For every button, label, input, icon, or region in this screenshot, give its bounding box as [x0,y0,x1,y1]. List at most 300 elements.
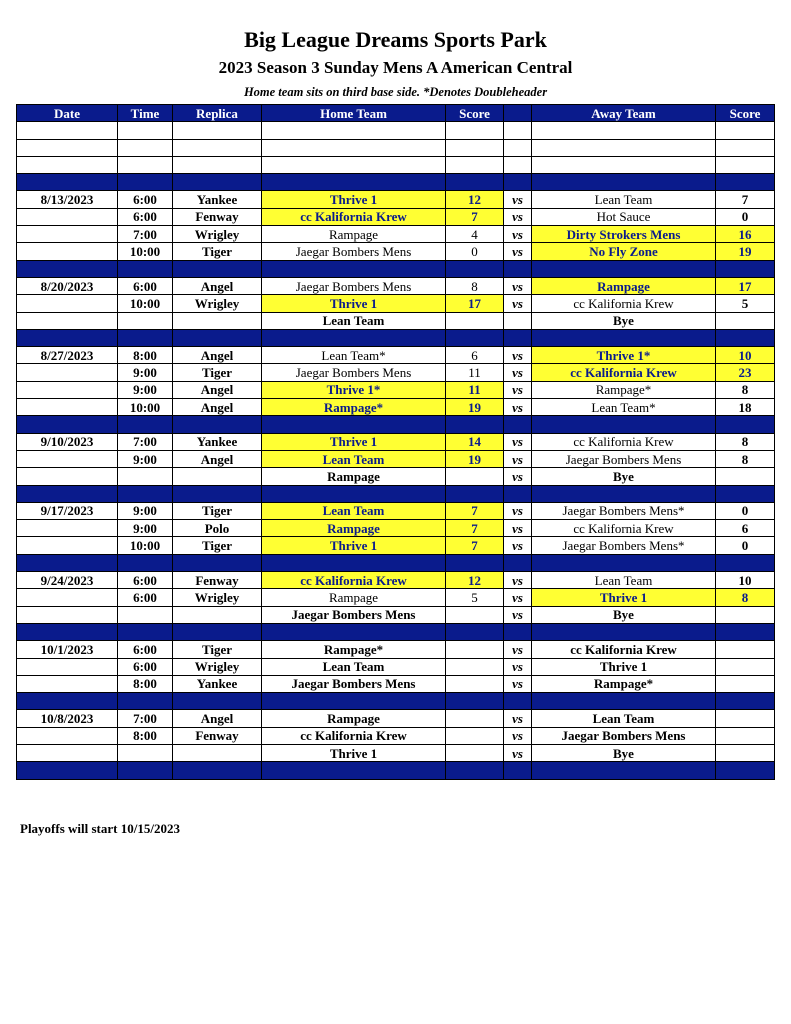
game-row [17,450,775,467]
game-row [17,295,775,312]
away-score-cell: 8 [716,381,775,398]
away-score-cell: 10 [716,347,775,364]
blank-cell [716,156,775,173]
date-cell [17,450,118,467]
away-score-cell: 0 [716,537,775,554]
away-score-cell [716,312,775,329]
time-cell: 6:00 [118,191,173,208]
home-team-cell: Jaegar Bombers Mens [262,606,446,623]
home-team-cell: Thrive 1 [262,433,446,450]
col-header-date: Date [17,105,118,122]
away-score-cell: 7 [716,191,775,208]
home-score-cell: 4 [446,226,504,243]
time-cell: 9:00 [118,364,173,381]
game-row [17,675,775,692]
time-cell: 10:00 [118,399,173,416]
vs-cell: vs [504,727,532,744]
game-row [17,208,775,225]
home-team-cell: Lean Team [262,502,446,519]
away-score-cell: 6 [716,520,775,537]
time-cell [118,312,173,329]
col-header-away-score: Score [716,105,775,122]
home-team-cell: Lean Team [262,658,446,675]
game-row [17,606,775,623]
separator-cell [532,329,716,346]
away-score-cell [716,468,775,485]
time-cell [118,744,173,761]
home-team-cell: cc Kalifornia Krew [262,727,446,744]
blank-cell [262,156,446,173]
date-cell: 8/27/2023 [17,347,118,364]
replica-cell: Angel [173,381,262,398]
vs-cell: vs [504,399,532,416]
game-row [17,433,775,450]
separator-cell [118,329,173,346]
date-cell [17,537,118,554]
time-cell: 10:00 [118,295,173,312]
replica-cell: Fenway [173,727,262,744]
home-team-cell: Jaegar Bombers Mens [262,675,446,692]
date-cell [17,364,118,381]
blank-cell [118,122,173,139]
date-cell [17,675,118,692]
schedule-body [17,122,775,779]
replica-cell: Angel [173,347,262,364]
away-score-cell [716,675,775,692]
home-score-cell [446,468,504,485]
separator-cell [17,762,118,779]
separator-cell [504,260,532,277]
date-cell [17,295,118,312]
home-team-cell: Jaegar Bombers Mens [262,364,446,381]
away-score-cell: 19 [716,243,775,260]
separator-cell [504,623,532,640]
away-score-cell [716,658,775,675]
date-cell [17,243,118,260]
vs-cell: vs [504,606,532,623]
vs-cell: vs [504,450,532,467]
game-row [17,710,775,727]
date-cell: 8/20/2023 [17,277,118,294]
blank-cell [532,156,716,173]
blank-cell [262,122,446,139]
game-row [17,744,775,761]
separator-cell [262,485,446,502]
away-team-cell: Thrive 1 [532,589,716,606]
away-team-cell: Bye [532,468,716,485]
separator-cell [17,329,118,346]
home-team-cell: Rampage* [262,399,446,416]
time-cell: 9:00 [118,381,173,398]
away-score-cell [716,727,775,744]
replica-cell [173,744,262,761]
blank-cell [118,156,173,173]
game-row [17,399,775,416]
week-separator-row [17,329,775,346]
home-score-cell: 7 [446,502,504,519]
separator-cell [118,174,173,191]
blank-cell [504,156,532,173]
separator-cell [446,329,504,346]
away-team-cell: cc Kalifornia Krew [532,433,716,450]
separator-cell [262,554,446,571]
away-score-cell: 23 [716,364,775,381]
separator-cell [446,762,504,779]
replica-cell: Angel [173,710,262,727]
date-cell: 8/13/2023 [17,191,118,208]
separator-cell [173,693,262,710]
blank-cell [532,122,716,139]
separator-cell [17,693,118,710]
home-team-cell: Lean Team [262,450,446,467]
replica-cell: Tiger [173,537,262,554]
vs-cell: vs [504,641,532,658]
replica-cell: Wrigley [173,658,262,675]
col-header-home-team: Home Team [262,105,446,122]
away-score-cell: 16 [716,226,775,243]
home-score-cell: 11 [446,381,504,398]
date-cell: 9/24/2023 [17,572,118,589]
away-team-cell: Bye [532,744,716,761]
col-header-replica: Replica [173,105,262,122]
separator-cell [504,329,532,346]
time-cell: 8:00 [118,347,173,364]
game-row [17,727,775,744]
vs-cell: vs [504,243,532,260]
home-score-cell: 7 [446,520,504,537]
game-row [17,381,775,398]
vs-cell: vs [504,658,532,675]
time-cell: 6:00 [118,208,173,225]
schedule-note: Home team sits on third base side. *Denotes Doubleheader [243,85,548,99]
time-cell: 7:00 [118,710,173,727]
col-header-away-team: Away Team [532,105,716,122]
time-cell [118,468,173,485]
replica-cell: Angel [173,277,262,294]
home-score-cell: 12 [446,572,504,589]
home-team-cell: Rampage [262,710,446,727]
date-cell [17,312,118,329]
blank-cell [118,139,173,156]
away-score-cell: 0 [716,502,775,519]
away-team-cell: Bye [532,312,716,329]
separator-cell [446,416,504,433]
separator-cell [17,485,118,502]
game-row [17,243,775,260]
separator-cell [446,693,504,710]
vs-cell: vs [504,589,532,606]
separator-cell [504,554,532,571]
vs-cell: vs [504,191,532,208]
home-score-cell [446,710,504,727]
home-score-cell: 8 [446,277,504,294]
separator-cell [173,260,262,277]
away-team-cell: Bye [532,606,716,623]
vs-cell: vs [504,364,532,381]
game-row [17,589,775,606]
separator-cell [173,329,262,346]
home-team-cell: Thrive 1 [262,744,446,761]
away-team-cell: Rampage* [532,381,716,398]
blank-cell [17,139,118,156]
vs-cell: vs [504,277,532,294]
game-row [17,277,775,294]
game-row [17,191,775,208]
blank-cell [504,139,532,156]
home-score-cell [446,606,504,623]
away-team-cell: Thrive 1* [532,347,716,364]
game-row [17,347,775,364]
home-team-cell: cc Kalifornia Krew [262,572,446,589]
separator-cell [17,174,118,191]
separator-cell [532,623,716,640]
date-cell: 10/8/2023 [17,710,118,727]
game-row [17,226,775,243]
time-cell: 10:00 [118,243,173,260]
separator-cell [716,174,775,191]
away-team-cell: cc Kalifornia Krew [532,295,716,312]
vs-cell: vs [504,520,532,537]
separator-cell [262,762,446,779]
week-separator-row [17,623,775,640]
time-cell: 6:00 [118,658,173,675]
away-team-cell: cc Kalifornia Krew [532,364,716,381]
home-team-cell: Lean Team [262,312,446,329]
home-team-cell: Jaegar Bombers Mens [262,277,446,294]
blank-cell [446,122,504,139]
separator-cell [716,329,775,346]
replica-cell [173,468,262,485]
away-team-cell: Jaegar Bombers Mens* [532,502,716,519]
vs-cell: vs [504,226,532,243]
separator-cell [716,762,775,779]
time-cell: 9:00 [118,450,173,467]
separator-cell [173,174,262,191]
game-row [17,658,775,675]
away-team-cell: cc Kalifornia Krew [532,520,716,537]
away-team-cell: Lean Team [532,191,716,208]
date-cell: 10/1/2023 [17,641,118,658]
separator-cell [532,693,716,710]
time-cell: 7:00 [118,433,173,450]
blank-cell [262,139,446,156]
page-title: Big League Dreams Sports Park [244,27,547,52]
separator-cell [173,485,262,502]
separator-cell [716,260,775,277]
replica-cell: Angel [173,450,262,467]
separator-cell [446,485,504,502]
time-cell: 6:00 [118,277,173,294]
away-score-cell: 18 [716,399,775,416]
vs-cell: vs [504,295,532,312]
blank-cell [446,139,504,156]
separator-cell [118,623,173,640]
separator-cell [262,623,446,640]
away-team-cell: No Fly Zone [532,243,716,260]
blank-cell [716,122,775,139]
vs-cell: vs [504,710,532,727]
week-separator-row [17,762,775,779]
blank-cell [173,122,262,139]
away-score-cell: 8 [716,450,775,467]
table-header-row [17,105,775,122]
game-row [17,537,775,554]
separator-cell [173,762,262,779]
replica-cell: Yankee [173,433,262,450]
separator-cell [532,554,716,571]
away-score-cell: 8 [716,589,775,606]
home-score-cell: 7 [446,537,504,554]
separator-cell [17,260,118,277]
blank-cell [173,156,262,173]
vs-cell: vs [504,572,532,589]
separator-cell [173,416,262,433]
replica-cell: Fenway [173,208,262,225]
home-team-cell: Rampage [262,589,446,606]
separator-cell [17,416,118,433]
separator-cell [504,762,532,779]
game-row [17,572,775,589]
blank-cell [17,122,118,139]
away-team-cell: Jaegar Bombers Mens* [532,537,716,554]
away-score-cell [716,744,775,761]
time-cell: 9:00 [118,502,173,519]
separator-cell [262,174,446,191]
date-cell [17,520,118,537]
away-score-cell: 17 [716,277,775,294]
replica-cell: Yankee [173,191,262,208]
separator-cell [532,762,716,779]
separator-cell [446,554,504,571]
vs-cell: vs [504,502,532,519]
separator-cell [17,623,118,640]
away-score-cell: 8 [716,433,775,450]
blank-cell [532,139,716,156]
home-score-cell: 6 [446,347,504,364]
time-cell: 6:00 [118,641,173,658]
away-team-cell: Rampage [532,277,716,294]
home-score-cell: 11 [446,364,504,381]
replica-cell: Tiger [173,502,262,519]
vs-cell: vs [504,675,532,692]
col-header-vs [504,105,532,122]
separator-cell [173,623,262,640]
vs-cell: vs [504,433,532,450]
date-cell [17,727,118,744]
vs-cell: vs [504,381,532,398]
separator-cell [118,762,173,779]
away-score-cell: 0 [716,208,775,225]
replica-cell: Fenway [173,572,262,589]
date-cell [17,606,118,623]
home-score-cell: 17 [446,295,504,312]
home-score-cell: 12 [446,191,504,208]
separator-cell [504,174,532,191]
date-cell [17,658,118,675]
replica-cell [173,606,262,623]
separator-cell [716,485,775,502]
home-score-cell: 19 [446,399,504,416]
date-cell [17,381,118,398]
date-cell: 9/17/2023 [17,502,118,519]
date-cell [17,589,118,606]
home-score-cell [446,312,504,329]
blank-row [17,139,775,156]
separator-cell [532,485,716,502]
time-cell: 7:00 [118,226,173,243]
separator-cell [446,623,504,640]
home-team-cell: Thrive 1 [262,191,446,208]
replica-cell: Tiger [173,364,262,381]
game-row [17,312,775,329]
col-header-time: Time [118,105,173,122]
away-team-cell: Lean Team [532,710,716,727]
home-score-cell: 14 [446,433,504,450]
time-cell: 8:00 [118,675,173,692]
vs-cell: vs [504,744,532,761]
blank-row [17,122,775,139]
replica-cell: Angel [173,399,262,416]
week-separator-row [17,485,775,502]
separator-cell [118,485,173,502]
separator-cell [446,174,504,191]
home-score-cell: 19 [446,450,504,467]
home-team-cell: cc Kalifornia Krew [262,208,446,225]
replica-cell: Polo [173,520,262,537]
replica-cell: Wrigley [173,295,262,312]
date-cell [17,208,118,225]
week-separator-row [17,174,775,191]
vs-cell: vs [504,347,532,364]
separator-cell [118,554,173,571]
separator-cell [17,554,118,571]
separator-cell [173,554,262,571]
col-header-home-score: Score [446,105,504,122]
home-team-cell: Thrive 1 [262,295,446,312]
separator-cell [262,416,446,433]
blank-cell [173,139,262,156]
home-team-cell: Rampage [262,520,446,537]
home-score-cell [446,675,504,692]
date-cell: 9/10/2023 [17,433,118,450]
replica-cell: Wrigley [173,589,262,606]
away-team-cell: Dirty Strokers Mens [532,226,716,243]
game-row [17,468,775,485]
separator-cell [262,329,446,346]
away-score-cell: 10 [716,572,775,589]
away-team-cell: Rampage* [532,675,716,692]
game-row [17,364,775,381]
separator-cell [532,260,716,277]
replica-cell: Yankee [173,675,262,692]
separator-cell [118,693,173,710]
home-team-cell: Jaegar Bombers Mens [262,243,446,260]
vs-cell: vs [504,468,532,485]
separator-cell [118,260,173,277]
time-cell: 10:00 [118,537,173,554]
away-score-cell [716,641,775,658]
away-team-cell: Lean Team [532,572,716,589]
playoffs-note: Playoffs will start 10/15/2023 [20,821,180,836]
away-team-cell: Thrive 1 [532,658,716,675]
blank-row [17,156,775,173]
week-separator-row [17,416,775,433]
home-team-cell: Rampage [262,468,446,485]
time-cell [118,606,173,623]
vs-cell: vs [504,208,532,225]
home-score-cell: 7 [446,208,504,225]
game-row [17,502,775,519]
